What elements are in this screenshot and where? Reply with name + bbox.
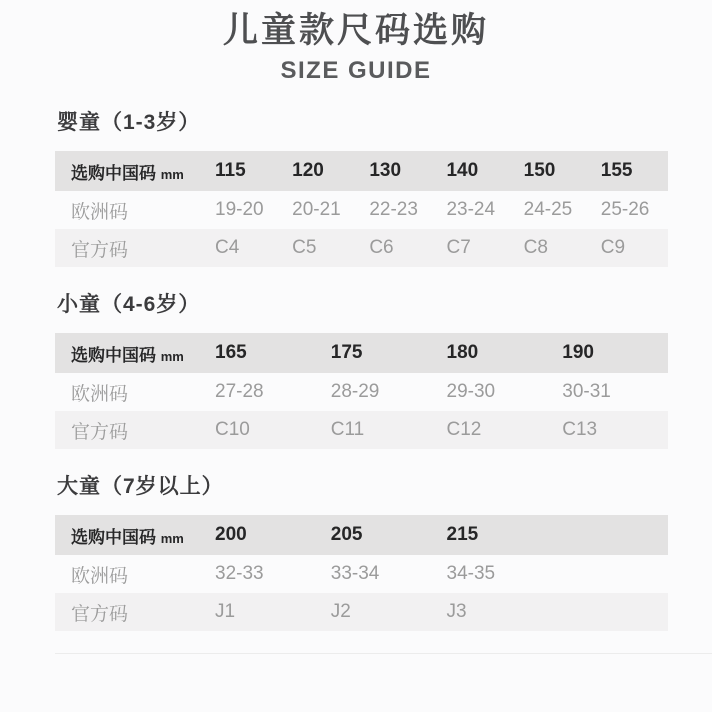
official-size-cell: J3 (446, 601, 467, 622)
section-heading-little-kids: 小童（4-6岁） (57, 293, 201, 316)
cn-size-cell: 150 (523, 160, 556, 181)
row-label-eu-size: 欧洲码 (71, 565, 129, 587)
table-row-eu-size (55, 555, 668, 593)
eu-size-cell-empty (552, 555, 668, 593)
table-row-official-size (55, 593, 668, 631)
official-size-cell: C8 (523, 237, 548, 258)
eu-size-cell: 33-34 (330, 563, 380, 584)
official-size-cell: C11 (330, 419, 365, 440)
cn-size-cell: 120 (292, 160, 324, 181)
eu-size-cell: 24-25 (523, 199, 573, 220)
eu-size-cell: 19-20 (215, 199, 264, 220)
cn-size-cell: 190 (562, 342, 594, 363)
table-row-cn-size (55, 515, 668, 555)
cn-size-label: 选购中国码 (71, 163, 156, 183)
row-label-cn-size (55, 151, 205, 191)
cn-size-cell: 130 (369, 160, 402, 181)
size-table-big-kids (55, 515, 668, 631)
size-table-little-kids (55, 333, 668, 449)
cn-size-cell: 140 (446, 160, 479, 181)
cn-size-cell: 115 (215, 160, 246, 181)
table-row-official-size (55, 229, 668, 267)
cn-size-label: 选购中国码 (71, 345, 156, 365)
section-heading-big-kids: 大童（7岁以上） (57, 475, 224, 498)
cn-size-unit: mm (160, 530, 184, 546)
row-label-cn-size (55, 515, 205, 555)
cn-size-unit: mm (160, 348, 184, 364)
eu-size-cell: 34-35 (446, 563, 496, 584)
cn-size-cell: 155 (600, 160, 633, 181)
size-table-infant (55, 151, 668, 267)
table-row-eu-size (55, 373, 668, 411)
row-label-eu-size: 欧洲码 (71, 201, 129, 223)
eu-size-cell: 23-24 (446, 199, 496, 220)
bottom-divider (55, 653, 712, 654)
official-size-cell-empty (552, 593, 668, 631)
official-size-cell: C6 (369, 237, 394, 258)
official-size-cell: J2 (330, 601, 351, 622)
section-little-kids (55, 267, 668, 449)
table-row-official-size (55, 411, 668, 449)
cn-size-cell: 180 (446, 342, 479, 363)
cn-size-cell: 205 (330, 524, 363, 545)
table-row-cn-size (55, 151, 668, 191)
cn-size-cell: 175 (330, 342, 363, 363)
eu-size-cell: 25-26 (600, 199, 650, 220)
section-big-kids (55, 449, 668, 631)
section-infant (55, 85, 668, 267)
size-guide-content (0, 85, 712, 631)
cn-size-unit: mm (160, 166, 184, 182)
page-title: 儿童款尺码选购 (222, 11, 489, 50)
eu-size-cell: 27-28 (215, 381, 264, 402)
cn-size-label: 选购中国码 (71, 527, 156, 547)
cn-size-cell: 215 (446, 524, 479, 545)
row-label-eu-size: 欧洲码 (71, 383, 129, 405)
row-label-official-size: 官方码 (71, 603, 129, 625)
eu-size-cell: 30-31 (562, 381, 611, 402)
row-label-cn-size (55, 333, 205, 373)
eu-size-cell: 22-23 (369, 199, 418, 220)
official-size-cell: C5 (292, 237, 317, 258)
cn-size-cell: 200 (215, 524, 247, 545)
official-size-cell: C13 (562, 419, 598, 440)
official-size-cell: C12 (446, 419, 482, 440)
table-row-eu-size (55, 191, 668, 229)
official-size-cell: C10 (215, 419, 250, 440)
eu-size-cell: 20-21 (292, 199, 341, 220)
page-subtitle: SIZE GUIDE (280, 57, 432, 84)
eu-size-cell: 32-33 (215, 563, 264, 584)
official-size-cell: J1 (215, 601, 236, 622)
row-label-official-size: 官方码 (71, 421, 129, 443)
cn-size-cell-empty (552, 515, 668, 555)
eu-size-cell: 29-30 (446, 381, 496, 402)
section-heading-infant: 婴童（1-3岁） (57, 111, 201, 134)
official-size-cell: C4 (215, 237, 240, 258)
cn-size-cell: 165 (215, 342, 247, 363)
row-label-official-size: 官方码 (71, 239, 129, 261)
official-size-cell: C7 (446, 237, 471, 258)
table-row-cn-size (55, 333, 668, 373)
eu-size-cell: 28-29 (330, 381, 380, 402)
official-size-cell: C9 (600, 237, 626, 258)
